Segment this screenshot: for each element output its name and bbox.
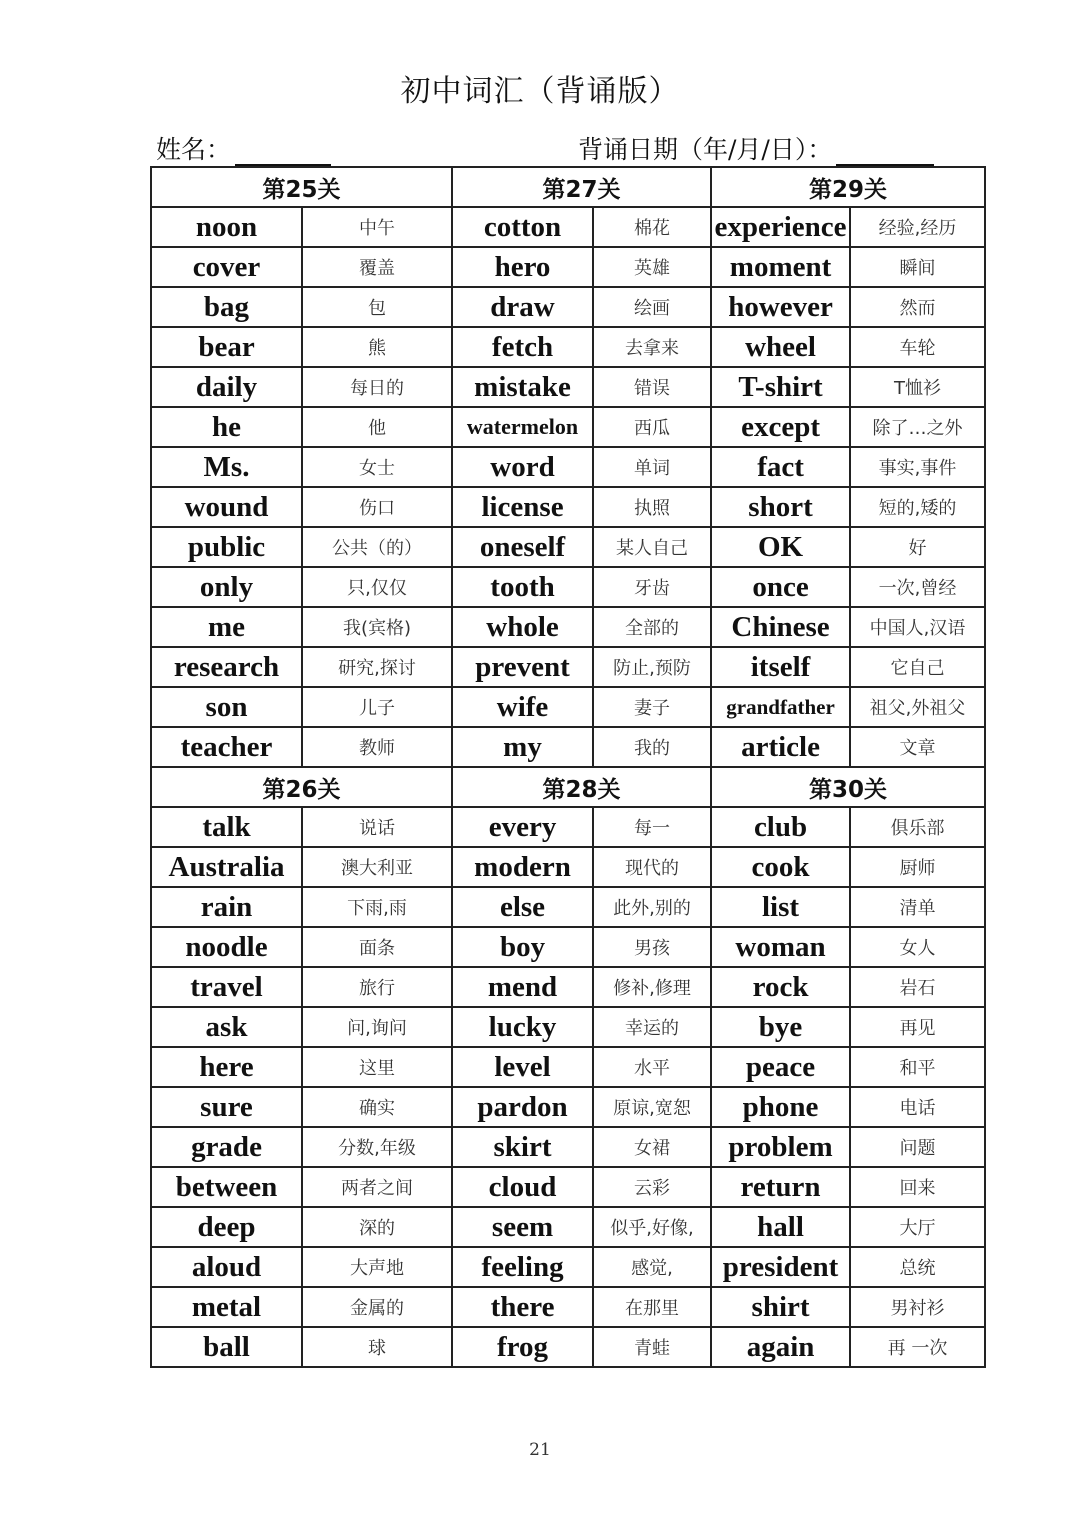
- english-word: again: [711, 1327, 850, 1367]
- english-word: prevent: [452, 647, 593, 687]
- chinese-meaning: 修补,修理: [593, 967, 711, 1007]
- chinese-meaning: 覆盖: [302, 247, 452, 287]
- chinese-meaning: 只,仅仅: [302, 567, 452, 607]
- english-word: problem: [711, 1127, 850, 1167]
- english-word: tooth: [452, 567, 593, 607]
- english-word: bag: [151, 287, 302, 327]
- chinese-meaning: 幸运的: [593, 1007, 711, 1047]
- english-word: level: [452, 1047, 593, 1087]
- english-word: however: [711, 287, 850, 327]
- english-word: word: [452, 447, 593, 487]
- chinese-meaning: 再见: [850, 1007, 985, 1047]
- chinese-meaning: 清单: [850, 887, 985, 927]
- chinese-meaning: 棉花: [593, 207, 711, 247]
- chinese-meaning: 西瓜: [593, 407, 711, 447]
- english-word: travel: [151, 967, 302, 1007]
- vocab-row: [151, 727, 985, 767]
- chinese-meaning: 确实: [302, 1087, 452, 1127]
- chinese-meaning: 面条: [302, 927, 452, 967]
- chinese-meaning: 电话: [850, 1087, 985, 1127]
- english-word: teacher: [151, 727, 302, 767]
- level-header-row: [151, 767, 985, 807]
- english-word: lucky: [452, 1007, 593, 1047]
- level-header: 第27关: [452, 167, 711, 207]
- chinese-meaning: 女人: [850, 927, 985, 967]
- chinese-meaning: 和平: [850, 1047, 985, 1087]
- english-word: cook: [711, 847, 850, 887]
- english-word: rain: [151, 887, 302, 927]
- chinese-meaning: 包: [302, 287, 452, 327]
- chinese-meaning: 我的: [593, 727, 711, 767]
- level-header: 第25关: [151, 167, 452, 207]
- english-word: hall: [711, 1207, 850, 1247]
- page-number: 21: [529, 1440, 551, 1460]
- chinese-meaning: 文章: [850, 727, 985, 767]
- english-word: Ms.: [151, 447, 302, 487]
- english-word: research: [151, 647, 302, 687]
- vocab-row: [151, 327, 985, 367]
- english-word: daily: [151, 367, 302, 407]
- english-word: cover: [151, 247, 302, 287]
- chinese-meaning: 妻子: [593, 687, 711, 727]
- chinese-meaning: 短的,矮的: [850, 487, 985, 527]
- vocab-row: [151, 527, 985, 567]
- document-title: 初中词汇（背诵版）: [400, 74, 680, 109]
- english-word: hero: [452, 247, 593, 287]
- date-blank[interactable]: [836, 136, 934, 166]
- date-label: 背诵日期（年/月/日）：: [578, 135, 833, 164]
- english-word: bye: [711, 1007, 850, 1047]
- english-word: fact: [711, 447, 850, 487]
- chinese-meaning: 男孩: [593, 927, 711, 967]
- english-word: talk: [151, 807, 302, 847]
- chinese-meaning: 回来: [850, 1167, 985, 1207]
- english-word: my: [452, 727, 593, 767]
- english-word: watermelon: [452, 407, 593, 447]
- english-word: there: [452, 1287, 593, 1327]
- chinese-meaning: 问,询问: [302, 1007, 452, 1047]
- chinese-meaning: 每日的: [302, 367, 452, 407]
- vocab-row: [151, 647, 985, 687]
- chinese-meaning: 说话: [302, 807, 452, 847]
- english-word: sure: [151, 1087, 302, 1127]
- english-word: aloud: [151, 1247, 302, 1287]
- vocab-row: [151, 207, 985, 247]
- chinese-meaning: 每一: [593, 807, 711, 847]
- chinese-meaning: 旅行: [302, 967, 452, 1007]
- chinese-meaning: 云彩: [593, 1167, 711, 1207]
- english-word: grandfather: [711, 687, 850, 727]
- vocab-row: [151, 807, 985, 847]
- chinese-meaning: 他: [302, 407, 452, 447]
- english-word: grade: [151, 1127, 302, 1167]
- level-header: 第28关: [452, 767, 711, 807]
- chinese-meaning: 下雨,雨: [302, 887, 452, 927]
- english-word: whole: [452, 607, 593, 647]
- chinese-meaning: 公共（的）: [302, 527, 452, 567]
- chinese-meaning: 它自己: [850, 647, 985, 687]
- english-word: bear: [151, 327, 302, 367]
- chinese-meaning: 厨师: [850, 847, 985, 887]
- english-word: frog: [452, 1327, 593, 1367]
- english-word: moment: [711, 247, 850, 287]
- chinese-meaning: 在那里: [593, 1287, 711, 1327]
- vocab-row: [151, 1087, 985, 1127]
- vocab-row: [151, 967, 985, 1007]
- vocabulary-table: [150, 166, 986, 1368]
- vocab-row: [151, 487, 985, 527]
- chinese-meaning: 除了…之外: [850, 407, 985, 447]
- chinese-meaning: 女裙: [593, 1127, 711, 1167]
- english-word: between: [151, 1167, 302, 1207]
- english-word: wound: [151, 487, 302, 527]
- english-word: only: [151, 567, 302, 607]
- vocabulary-table-body: [151, 167, 985, 1367]
- vocab-row: [151, 687, 985, 727]
- chinese-meaning: 总统: [850, 1247, 985, 1287]
- chinese-meaning: 这里: [302, 1047, 452, 1087]
- chinese-meaning: 好: [850, 527, 985, 567]
- chinese-meaning: 此外,别的: [593, 887, 711, 927]
- english-word: here: [151, 1047, 302, 1087]
- english-word: seem: [452, 1207, 593, 1247]
- vocab-row: [151, 887, 985, 927]
- english-word: president: [711, 1247, 850, 1287]
- english-word: ask: [151, 1007, 302, 1047]
- name-field: [156, 130, 331, 166]
- chinese-meaning: 男衬衫: [850, 1287, 985, 1327]
- vocab-row: [151, 1007, 985, 1047]
- english-word: son: [151, 687, 302, 727]
- chinese-meaning: 全部的: [593, 607, 711, 647]
- vocab-row: [151, 287, 985, 327]
- chinese-meaning: 中午: [302, 207, 452, 247]
- english-word: draw: [452, 287, 593, 327]
- chinese-meaning: 原谅,宽恕: [593, 1087, 711, 1127]
- english-word: itself: [711, 647, 850, 687]
- vocab-row: [151, 247, 985, 287]
- chinese-meaning: 女士: [302, 447, 452, 487]
- level-header-row: [151, 167, 985, 207]
- vocab-row: [151, 1167, 985, 1207]
- english-word: except: [711, 407, 850, 447]
- english-word: me: [151, 607, 302, 647]
- chinese-meaning: 俱乐部: [850, 807, 985, 847]
- english-word: shirt: [711, 1287, 850, 1327]
- english-word: every: [452, 807, 593, 847]
- english-word: else: [452, 887, 593, 927]
- chinese-meaning: 瞬间: [850, 247, 985, 287]
- english-word: deep: [151, 1207, 302, 1247]
- english-word: mistake: [452, 367, 593, 407]
- vocab-row: [151, 1047, 985, 1087]
- chinese-meaning: 英雄: [593, 247, 711, 287]
- chinese-meaning: 执照: [593, 487, 711, 527]
- english-word: boy: [452, 927, 593, 967]
- chinese-meaning: 青蛙: [593, 1327, 711, 1367]
- chinese-meaning: 球: [302, 1327, 452, 1367]
- chinese-meaning: 深的: [302, 1207, 452, 1247]
- vocab-row: [151, 1327, 985, 1367]
- english-word: skirt: [452, 1127, 593, 1167]
- name-label: 姓名：: [156, 135, 232, 164]
- chinese-meaning: 一次,曾经: [850, 567, 985, 607]
- chinese-meaning: 问题: [850, 1127, 985, 1167]
- level-header: 第29关: [711, 167, 985, 207]
- chinese-meaning: 大厅: [850, 1207, 985, 1247]
- vocab-row: [151, 447, 985, 487]
- chinese-meaning: 防止,预防: [593, 647, 711, 687]
- english-word: feeling: [452, 1247, 593, 1287]
- english-word: Chinese: [711, 607, 850, 647]
- chinese-meaning: 我(宾格): [302, 607, 452, 647]
- english-word: experience: [711, 207, 850, 247]
- english-word: ball: [151, 1327, 302, 1367]
- chinese-meaning: 研究,探讨: [302, 647, 452, 687]
- fill-in-row: [150, 126, 984, 166]
- chinese-meaning: 金属的: [302, 1287, 452, 1327]
- english-word: once: [711, 567, 850, 607]
- vocab-row: [151, 407, 985, 447]
- chinese-meaning: 感觉,: [593, 1247, 711, 1287]
- english-word: fetch: [452, 327, 593, 367]
- english-word: phone: [711, 1087, 850, 1127]
- chinese-meaning: 分数,年级: [302, 1127, 452, 1167]
- english-word: peace: [711, 1047, 850, 1087]
- chinese-meaning: 再 一次: [850, 1327, 985, 1367]
- chinese-meaning: 中国人,汉语: [850, 607, 985, 647]
- english-word: T-shirt: [711, 367, 850, 407]
- chinese-meaning: 澳大利亚: [302, 847, 452, 887]
- chinese-meaning: 儿子: [302, 687, 452, 727]
- english-word: short: [711, 487, 850, 527]
- english-word: list: [711, 887, 850, 927]
- chinese-meaning: 现代的: [593, 847, 711, 887]
- chinese-meaning: 伤口: [302, 487, 452, 527]
- chinese-meaning: 两者之间: [302, 1167, 452, 1207]
- chinese-meaning: 车轮: [850, 327, 985, 367]
- vocab-row: [151, 927, 985, 967]
- vocab-row: [151, 567, 985, 607]
- chinese-meaning: 某人自己: [593, 527, 711, 567]
- chinese-meaning: 熊: [302, 327, 452, 367]
- english-word: rock: [711, 967, 850, 1007]
- name-blank[interactable]: [235, 136, 331, 166]
- vocab-row: [151, 1247, 985, 1287]
- chinese-meaning: 大声地: [302, 1247, 452, 1287]
- chinese-meaning: 教师: [302, 727, 452, 767]
- english-word: cloud: [452, 1167, 593, 1207]
- chinese-meaning: 事实,事件: [850, 447, 985, 487]
- chinese-meaning: 绘画: [593, 287, 711, 327]
- english-word: OK: [711, 527, 850, 567]
- chinese-meaning: 单词: [593, 447, 711, 487]
- chinese-meaning: 似乎,好像,: [593, 1207, 711, 1247]
- chinese-meaning: T恤衫: [850, 367, 985, 407]
- date-field: [578, 130, 934, 166]
- vocab-row: [151, 847, 985, 887]
- english-word: noodle: [151, 927, 302, 967]
- english-word: public: [151, 527, 302, 567]
- chinese-meaning: 水平: [593, 1047, 711, 1087]
- chinese-meaning: 错误: [593, 367, 711, 407]
- chinese-meaning: 祖父,外祖父: [850, 687, 985, 727]
- chinese-meaning: 岩石: [850, 967, 985, 1007]
- vocab-row: [151, 1207, 985, 1247]
- level-header: 第26关: [151, 767, 452, 807]
- level-header: 第30关: [711, 767, 985, 807]
- vocab-row: [151, 1127, 985, 1167]
- chinese-meaning: 经验,经历: [850, 207, 985, 247]
- english-word: oneself: [452, 527, 593, 567]
- english-word: cotton: [452, 207, 593, 247]
- english-word: article: [711, 727, 850, 767]
- english-word: metal: [151, 1287, 302, 1327]
- chinese-meaning: 然而: [850, 287, 985, 327]
- chinese-meaning: 牙齿: [593, 567, 711, 607]
- vocab-row: [151, 367, 985, 407]
- english-word: he: [151, 407, 302, 447]
- english-word: woman: [711, 927, 850, 967]
- english-word: modern: [452, 847, 593, 887]
- english-word: mend: [452, 967, 593, 1007]
- english-word: noon: [151, 207, 302, 247]
- english-word: wife: [452, 687, 593, 727]
- english-word: wheel: [711, 327, 850, 367]
- chinese-meaning: 去拿来: [593, 327, 711, 367]
- english-word: license: [452, 487, 593, 527]
- english-word: Australia: [151, 847, 302, 887]
- english-word: club: [711, 807, 850, 847]
- english-word: pardon: [452, 1087, 593, 1127]
- vocab-row: [151, 607, 985, 647]
- vocab-row: [151, 1287, 985, 1327]
- english-word: return: [711, 1167, 850, 1207]
